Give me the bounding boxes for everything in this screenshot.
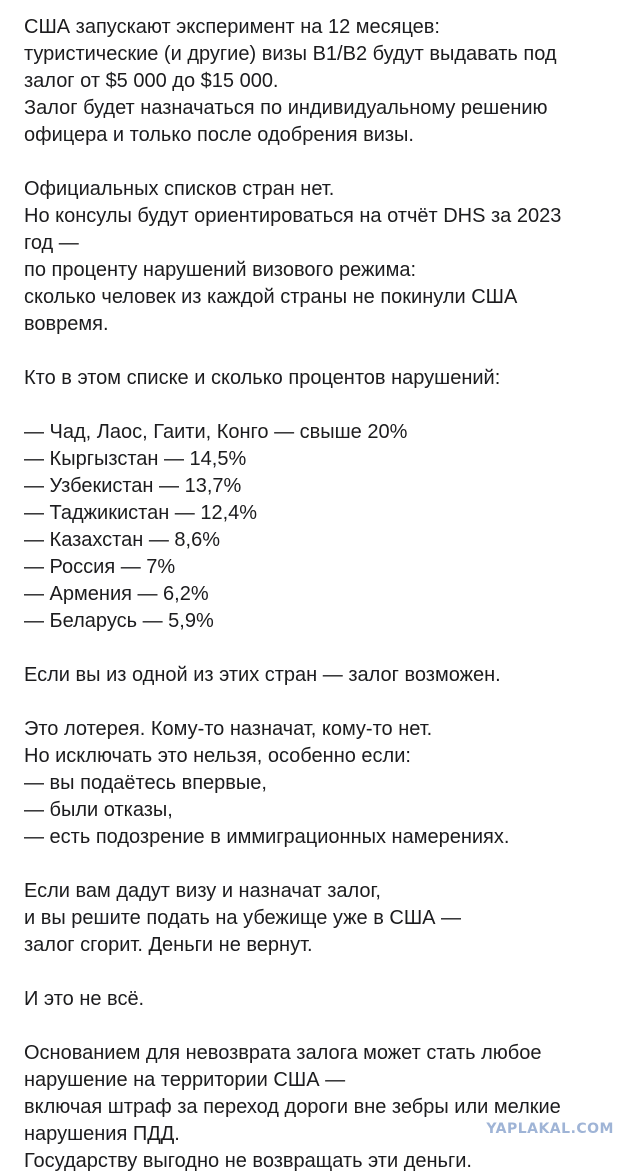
list-item: — были отказы,	[24, 799, 173, 821]
paragraph-list-heading	[24, 365, 624, 392]
paragraph-gap	[24, 1013, 624, 1040]
text-line: Но исключать это нельзя, особенно если:	[24, 745, 411, 767]
list-item: — Россия — 7%	[24, 556, 176, 578]
text-line: вовремя.	[24, 313, 109, 335]
list-item: — Армения — 6,2%	[24, 583, 209, 605]
paragraph-intro	[24, 14, 624, 149]
text-line: Кто в этом списке и сколько процентов нарушений:	[24, 367, 501, 389]
paragraph-asylum	[24, 878, 624, 959]
text-line: Залог будет назначаться по индивидуальному решению	[24, 97, 548, 119]
text-line: залог от $5 000 до $15 000.	[24, 70, 279, 92]
list-item: — вы подаётесь впервые,	[24, 772, 267, 794]
text-line: сколько человек из каждой страны не покинули США	[24, 286, 518, 308]
text-line: Если вы из одной из этих стран — залог возможен.	[24, 664, 501, 686]
text-line: И это не всё.	[24, 988, 145, 1010]
paragraph-lottery	[24, 716, 624, 851]
country-list	[24, 419, 624, 635]
document-body	[24, 14, 624, 1175]
paragraph-gap	[24, 149, 624, 176]
paragraph-not-all	[24, 986, 624, 1013]
list-item: — Чад, Лаос, Гаити, Конго — свыше 20%	[24, 421, 408, 443]
text-line: по проценту нарушений визового режима:	[24, 259, 417, 281]
text-line: офицера и только после одобрения визы.	[24, 124, 414, 146]
paragraph-dhs-report	[24, 176, 624, 338]
paragraph-violations	[24, 1040, 624, 1175]
text-line: Это лотерея. Кому-то назначат, кому-то нет.	[24, 718, 433, 740]
list-item: — Казахстан — 8,6%	[24, 529, 220, 551]
list-item: — Беларусь — 5,9%	[24, 610, 214, 632]
text-line: Официальных списков стран нет.	[24, 178, 335, 200]
paragraph-gap	[24, 689, 624, 716]
text-line: туристические (и другие) визы B1/B2 будут выдавать под	[24, 43, 557, 65]
list-item: — Таджикистан — 12,4%	[24, 502, 258, 524]
text-line: нарушение на территории США —	[24, 1069, 346, 1091]
text-line: Основанием для невозврата залога может стать любое	[24, 1042, 542, 1064]
paragraph-gap	[24, 338, 624, 365]
paragraph-gap	[24, 392, 624, 419]
list-item: — Кыргызстан — 14,5%	[24, 448, 247, 470]
text-line: Но консулы будут ориентироваться на отчёт DHS за 2023	[24, 205, 562, 227]
text-line: Государству выгодно не возвращать эти деньги.	[24, 1150, 472, 1172]
text-line: Если вам дадут визу и назначат залог,	[24, 880, 381, 902]
paragraph-gap	[24, 635, 624, 662]
text-line: год —	[24, 232, 79, 254]
paragraph-gap	[24, 959, 624, 986]
text-line: США запускают эксперимент на 12 месяцев:	[24, 16, 440, 38]
paragraph-gap	[24, 851, 624, 878]
text-line: включая штраф за переход дороги вне зебры или мелкие	[24, 1096, 561, 1118]
text-line: залог сгорит. Деньги не вернут.	[24, 934, 313, 956]
list-item: — Узбекистан — 13,7%	[24, 475, 242, 497]
text-line: нарушения ПДД.	[24, 1123, 180, 1145]
paragraph-possible-bond	[24, 662, 624, 689]
text-line: и вы решите подать на убежище уже в США —	[24, 907, 462, 929]
site-watermark: YAPLAKAL.COM	[486, 1121, 614, 1137]
list-item: — есть подозрение в иммиграционных намерениях.	[24, 826, 510, 848]
